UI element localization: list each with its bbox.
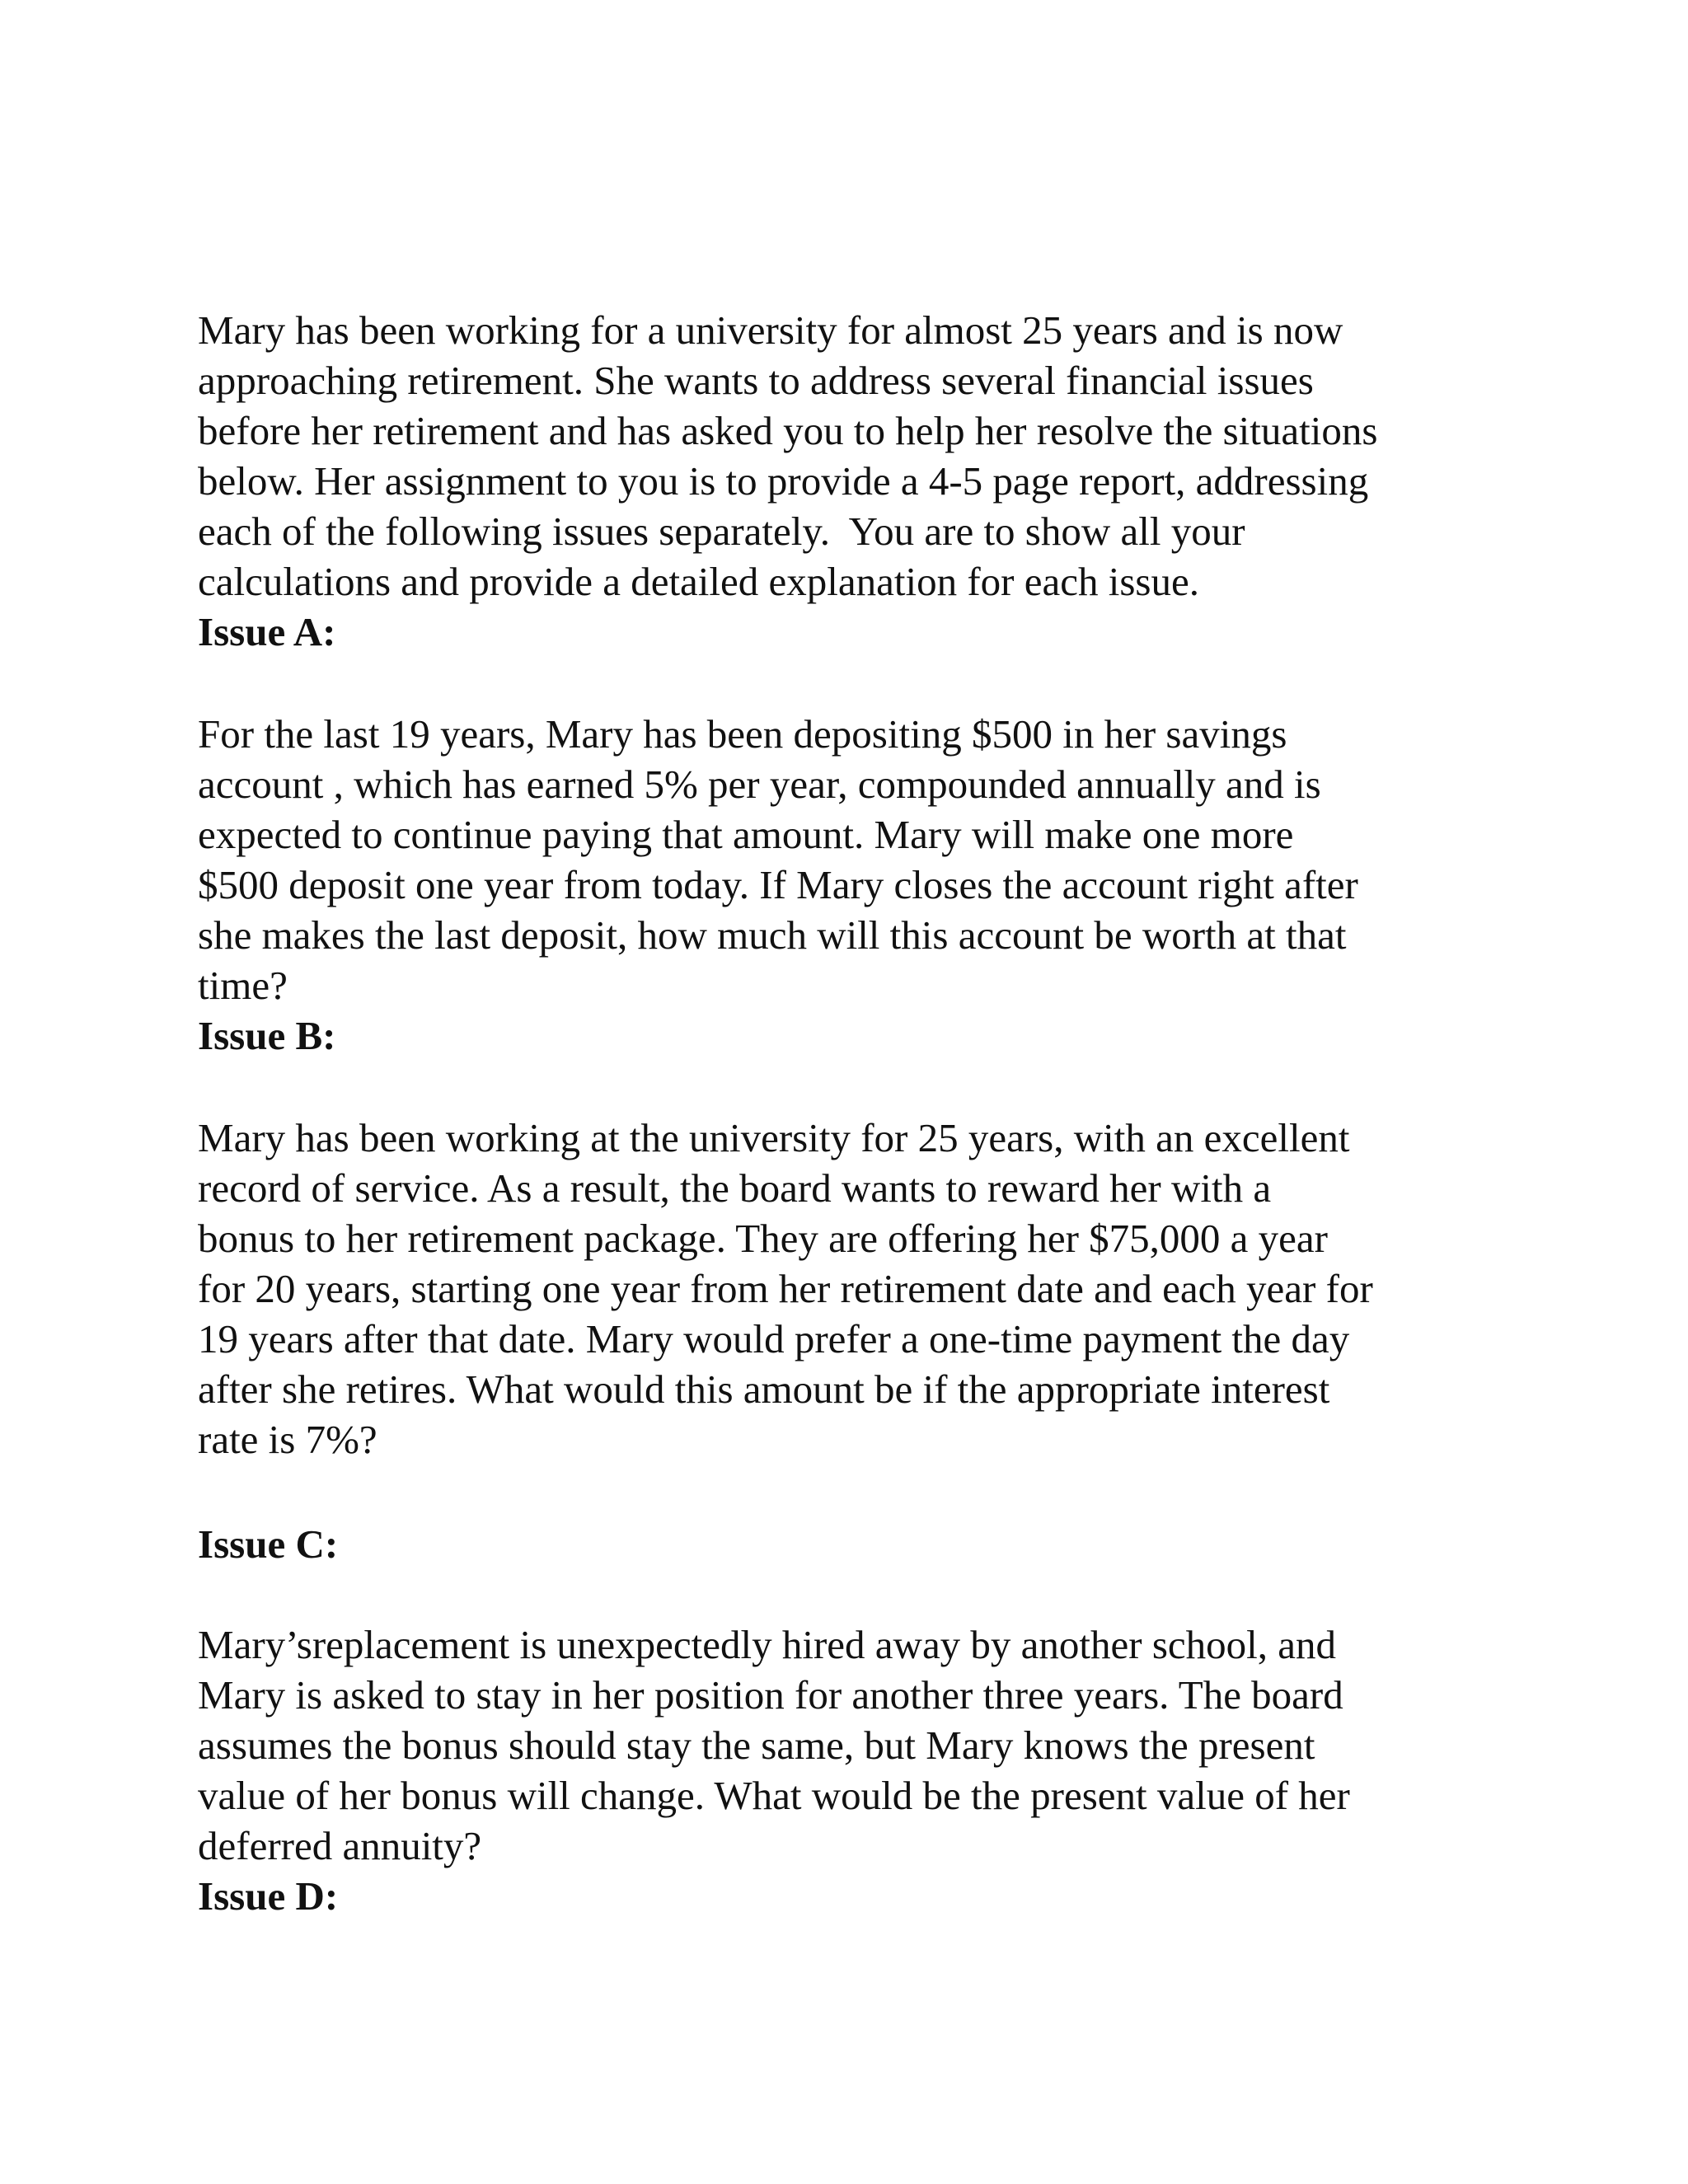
issue-d-heading: Issue D: xyxy=(198,1873,339,1919)
intro-line: Mary has been working for a university for almost 25 years and is now xyxy=(198,307,1343,353)
intro-line: before her retirement and has asked you to help her resolve the situations xyxy=(198,408,1378,453)
issue-a-line: expected to continue paying that amount. Mary will make one more xyxy=(198,812,1294,857)
issue-b-line: bonus to her retirement package. They are offering her $75,000 a year xyxy=(198,1216,1328,1261)
issue-b-line: after she retires. What would this amount be if the appropriate interest xyxy=(198,1366,1330,1412)
issue-c-line: Mary’sreplacement is unexpectedly hired away by another school, and xyxy=(198,1622,1337,1667)
intro-line: calculations and provide a detailed explanation for each issue. xyxy=(198,559,1199,604)
issue-a-line: time? xyxy=(198,963,288,1008)
issue-c-line: Mary is asked to stay in her position for another three years. The board xyxy=(198,1672,1343,1718)
intro-paragraph xyxy=(198,305,1517,657)
issue-a-line: For the last 19 years, Mary has been depositing $500 in her savings xyxy=(198,711,1287,757)
issue-a-heading: Issue A: xyxy=(198,609,336,654)
issue-a-line: account , which has earned 5% per year, compounded annually and is xyxy=(198,762,1321,807)
issue-c-line: deferred annuity? xyxy=(198,1823,482,1868)
issue-a-line: $500 deposit one year from today. If Mary closes the account right after xyxy=(198,862,1358,907)
issue-b-paragraph xyxy=(198,1113,1517,1465)
issue-c-line: value of her bonus will change. What would be the present value of her xyxy=(198,1773,1350,1818)
intro-line: below. Her assignment to you is to provide a 4-5 page report, addressing xyxy=(198,458,1369,504)
issue-a-line: she makes the last deposit, how much will this account be worth at that xyxy=(198,912,1347,958)
issue-c-heading-block xyxy=(198,1519,1517,1569)
issue-c-heading: Issue C: xyxy=(198,1521,339,1567)
issue-b-line: for 20 years, starting one year from her retirement date and each year for xyxy=(198,1266,1373,1311)
issue-b-line: record of service. As a result, the board wants to reward her with a xyxy=(198,1165,1272,1211)
intro-line: each of the following issues separately. You are to show all your xyxy=(198,509,1245,554)
issue-b-heading: Issue B: xyxy=(198,1013,336,1058)
issue-b-line: Mary has been working at the university for 25 years, with an excellent xyxy=(198,1115,1350,1160)
intro-line: approaching retirement. She wants to address several financial issues xyxy=(198,358,1314,403)
issue-a-paragraph xyxy=(198,709,1517,1061)
issue-c-paragraph xyxy=(198,1619,1517,1921)
issue-b-line: rate is 7%? xyxy=(198,1417,377,1462)
issue-c-line: assumes the bonus should stay the same, but Mary knows the present xyxy=(198,1722,1315,1768)
issue-b-line: 19 years after that date. Mary would prefer a one-time payment the day xyxy=(198,1316,1350,1361)
